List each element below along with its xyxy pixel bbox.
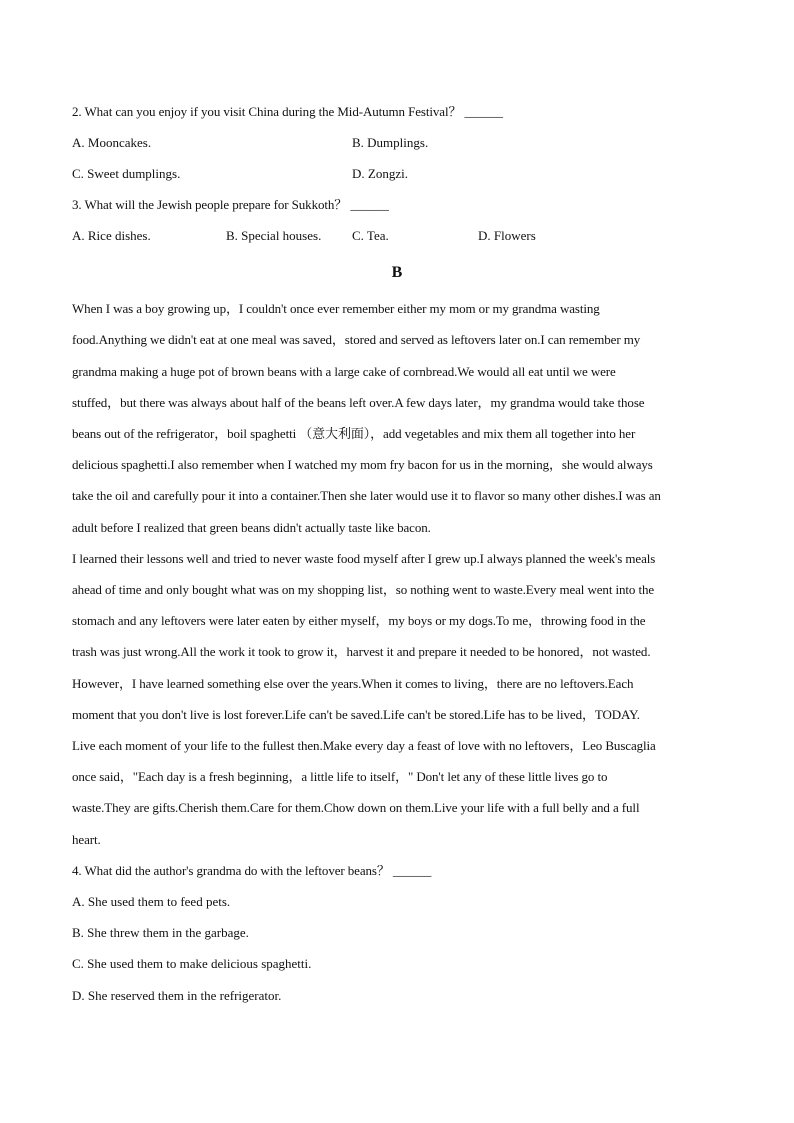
passage-line: food.Anything we didn't eat at one meal was saved，stored and served as leftovers later on.I can remember my — [72, 332, 641, 347]
question-2-option-a[interactable]: A. Mooncakes. — [72, 135, 152, 150]
question-4-option-d[interactable]: D. She reserved them in the refrigerator. — [72, 988, 282, 1003]
question-4-stem: 4. What did the author's grandma do with the leftover beans？ ______ — [72, 863, 432, 878]
passage-line: waste.They are gifts.Cherish them.Care for them.Chow down on them.Live your life with a full belly and a full — [72, 800, 640, 815]
passage-line: heart. — [72, 832, 101, 847]
passage-line: once said，"Each day is a fresh beginning，a little life to itself，" Don't let any of these little lives go to — [72, 769, 608, 784]
question-2-option-b[interactable]: B. Dumplings. — [352, 135, 429, 150]
question-3-option-a[interactable]: A. Rice dishes. — [72, 228, 151, 243]
section-b-title: B — [391, 264, 403, 281]
passage-line: I learned their lessons well and tried to never waste food myself after I grew up.I always planned the week's meals — [72, 551, 656, 566]
passage-line: stuffed，but there was always about half of the beans left over.A few days later，my grandma would take those — [72, 395, 645, 410]
question-2-option-c[interactable]: C. Sweet dumplings. — [72, 166, 181, 181]
question-3-stem: 3. What will the Jewish people prepare for Sukkoth？ ______ — [72, 197, 389, 212]
passage-line: moment that you don't live is lost forever.Life can't be saved.Life can't be stored.Life has to be lived，TODAY. — [72, 707, 640, 722]
passage-line: When I was a boy growing up，I couldn't once ever remember either my mom or my grandma wasting — [72, 301, 600, 316]
passage-line: delicious spaghetti.I also remember when I watched my mom fry bacon for us in the morning，she would always — [72, 457, 653, 472]
question-2-option-d[interactable]: D. Zongzi. — [352, 166, 408, 181]
passage-line: Live each moment of your life to the fullest then.Make every day a feast of love with no leftovers，Leo Buscaglia — [72, 738, 656, 753]
question-4-option-b[interactable]: B. She threw them in the garbage. — [72, 925, 249, 940]
passage-line: grandma making a huge pot of brown beans with a large cake of cornbread.We would all eat until we were — [72, 364, 616, 379]
passage-line: ahead of time and only bought what was on my shopping list，so nothing went to waste.Every meal went into the — [72, 582, 655, 597]
passage-line: stomach and any leftovers were later eaten by either myself，my boys or my dogs.To me，throwing food in the — [72, 613, 646, 628]
question-2-stem: 2. What can you enjoy if you visit China during the Mid-Autumn Festival？ ______ — [72, 104, 503, 119]
passage-line: beans out of the refrigerator，boil spaghetti （意大利面），add vegetables and mix them all together into her — [72, 426, 636, 441]
question-4-option-c[interactable]: C. She used them to make delicious spaghetti. — [72, 956, 312, 971]
passage-line: trash was just wrong.All the work it took to grow it，harvest it and prepare it needed to be honored，not wasted. — [72, 644, 651, 659]
question-3-option-c[interactable]: C. Tea. — [352, 228, 389, 243]
passage-line: However，I have learned something else over the years.When it comes to living，there are no leftovers.Each — [72, 676, 634, 691]
passage-line: adult before I realized that green beans didn't actually taste like bacon. — [72, 520, 431, 535]
question-3-option-d[interactable]: D. Flowers — [478, 228, 536, 243]
question-3-option-b[interactable]: B. Special houses. — [226, 228, 322, 243]
passage-line: take the oil and carefully pour it into a container.Then she later would use it to flavor so many other dishes.I was an — [72, 488, 661, 503]
question-4-option-a[interactable]: A. She used them to feed pets. — [72, 894, 231, 909]
